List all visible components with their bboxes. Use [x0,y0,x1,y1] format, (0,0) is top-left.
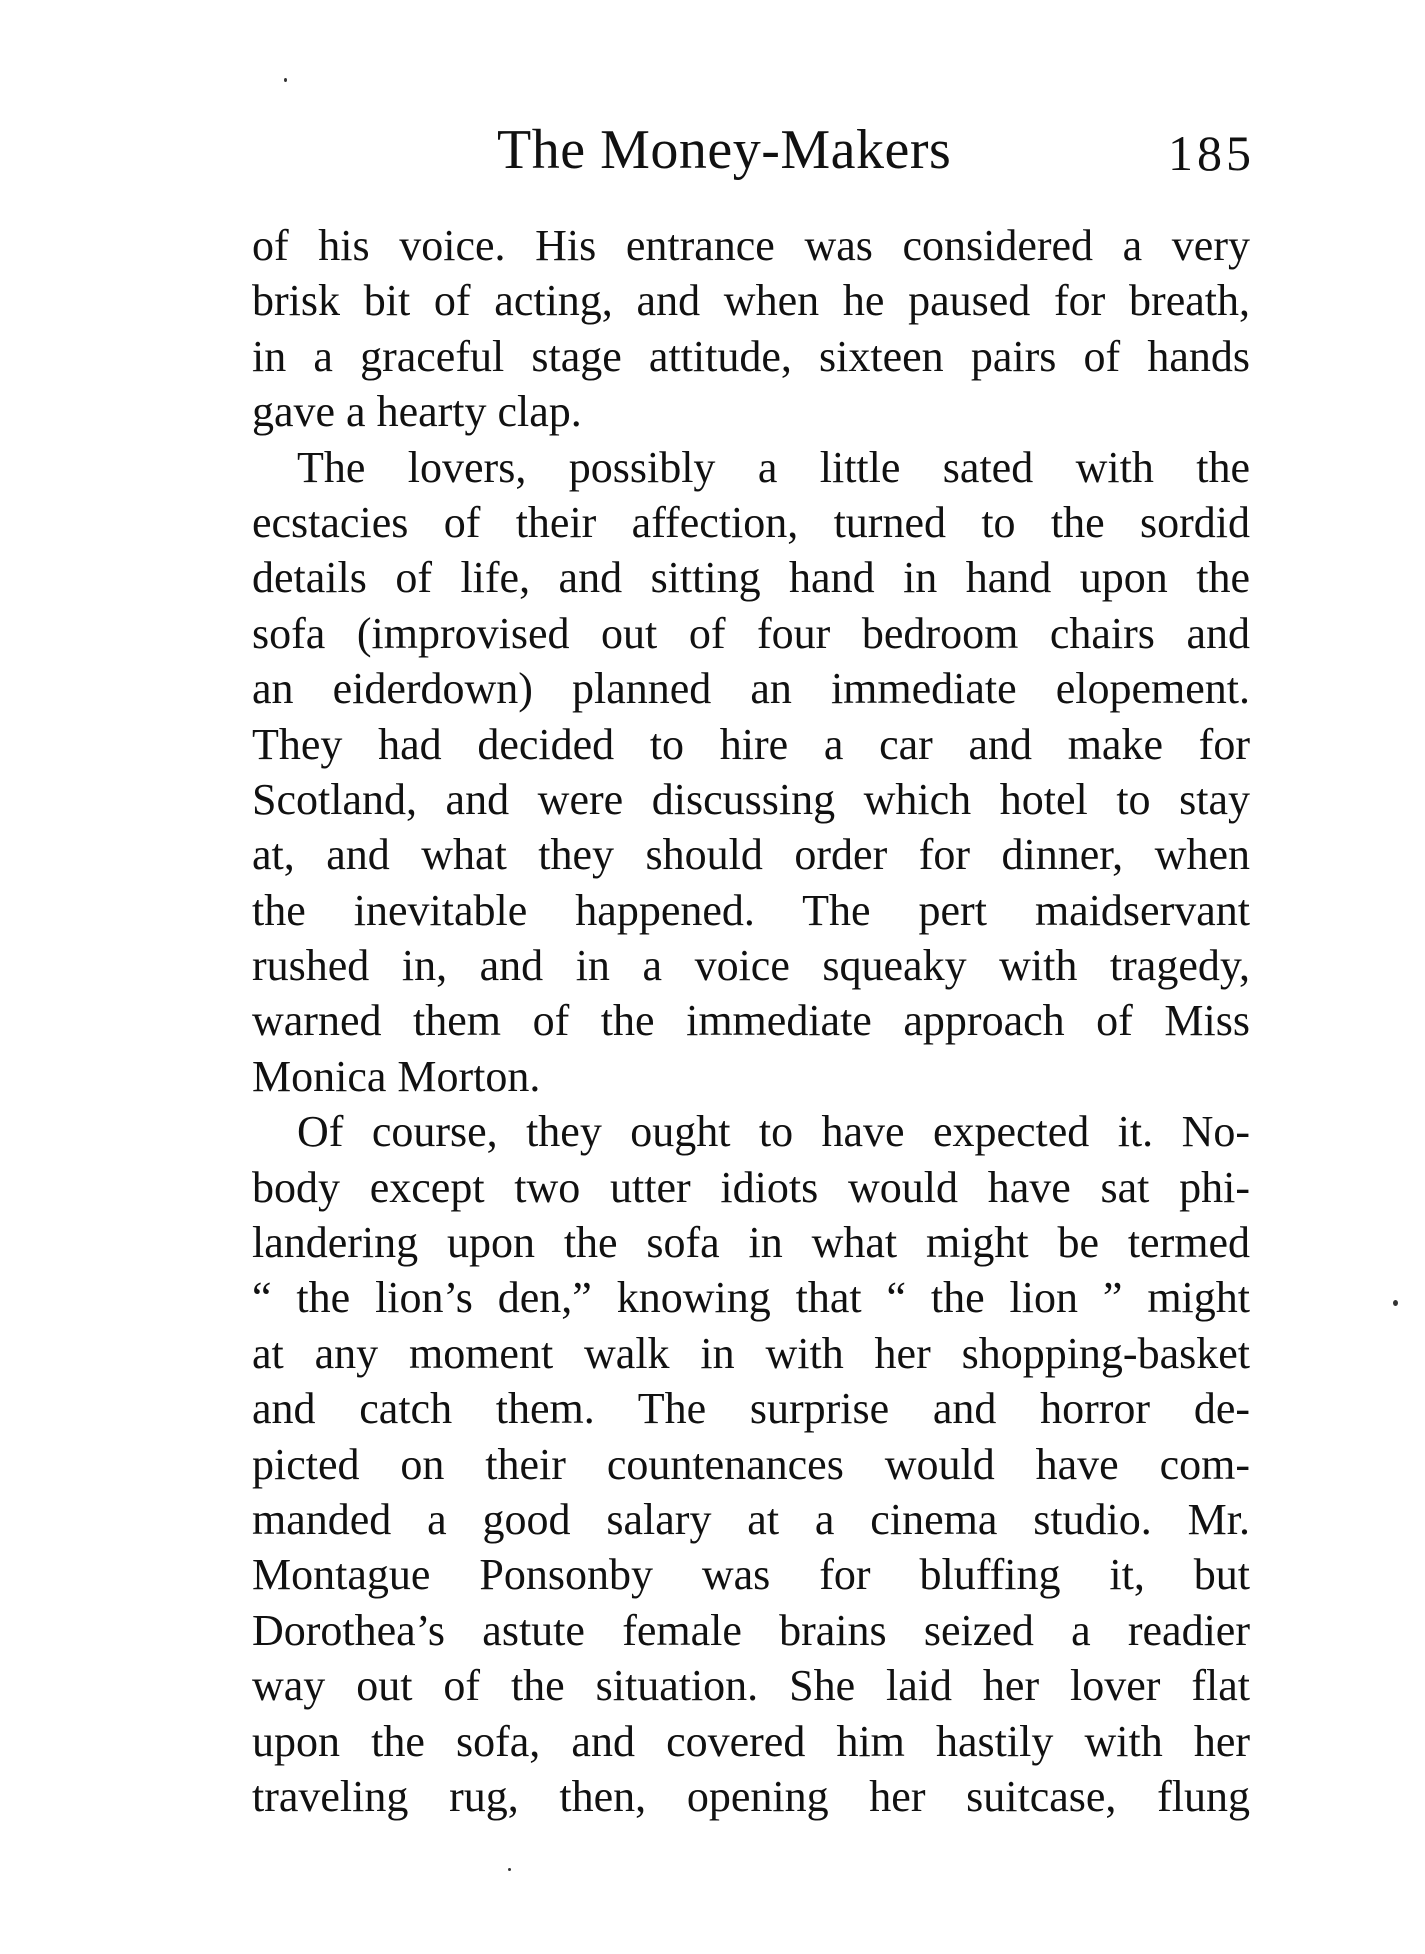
scan-speck [508,1868,511,1871]
running-title: The Money-Makers [497,119,952,181]
text-line: body except two utter idiots would have sat phi- [252,1162,1250,1212]
text-line: in a graceful stage attitude, sixteen pairs of hands [252,331,1250,381]
text-line: Dorothea’s astute female brains seized a readier [252,1605,1250,1655]
text-line: rushed in, and in a voice squeaky with tragedy, [252,941,1250,991]
scan-speck [284,78,287,82]
text-line: gave a hearty clap. [252,387,582,437]
text-line: ecstacies of their affection, turned to the sordid [252,497,1250,547]
text-line: an eiderdown) planned an immediate elopement. [252,664,1250,714]
text-line: details of life, and sitting hand in hand upon the [252,553,1250,603]
text-line: way out of the situation. She laid her lover flat [252,1661,1250,1711]
text-line: “ the lion’s den,” knowing that “ the lion ” might [252,1273,1250,1323]
text-line: Montague Ponsonby was for bluffing it, but [252,1550,1250,1600]
text-line: and catch them. The surprise and horror de- [252,1384,1250,1434]
text-line: The lovers, possibly a little sated with the [297,442,1250,492]
text-line: Scotland, and were discussing which hotel to stay [252,774,1250,824]
body-text [252,218,1250,1824]
text-line: the inevitable happened. The pert maidservant [252,885,1250,935]
text-line: at any moment walk in with her shopping-basket [252,1328,1250,1378]
text-line: at, and what they should order for dinner, when [252,830,1250,880]
text-line: landering upon the sofa in what might be termed [252,1218,1250,1268]
text-line: Of course, they ought to have expected it. No- [297,1107,1250,1157]
page-number: 185 [1168,125,1255,181]
text-line: They had decided to hire a car and make for [252,719,1250,769]
text-line: brisk bit of acting, and when he paused for breath, [252,276,1250,326]
text-line: manded a good salary at a cinema studio. Mr. [252,1494,1250,1544]
text-line: traveling rug, then, opening her suitcase, flung [252,1771,1250,1821]
text-line: Monica Morton. [252,1051,541,1101]
text-line: picted on their countenances would have com- [252,1439,1250,1489]
text-line: sofa (improvised out of four bedroom chairs and [252,608,1250,658]
text-line: upon the sofa, and covered him hastily with her [252,1716,1250,1766]
page-header [0,118,1425,188]
scan-speck [1393,1300,1398,1306]
text-line: of his voice. His entrance was considered a very [252,221,1250,270]
text-line: warned them of the immediate approach of Miss [252,996,1250,1046]
